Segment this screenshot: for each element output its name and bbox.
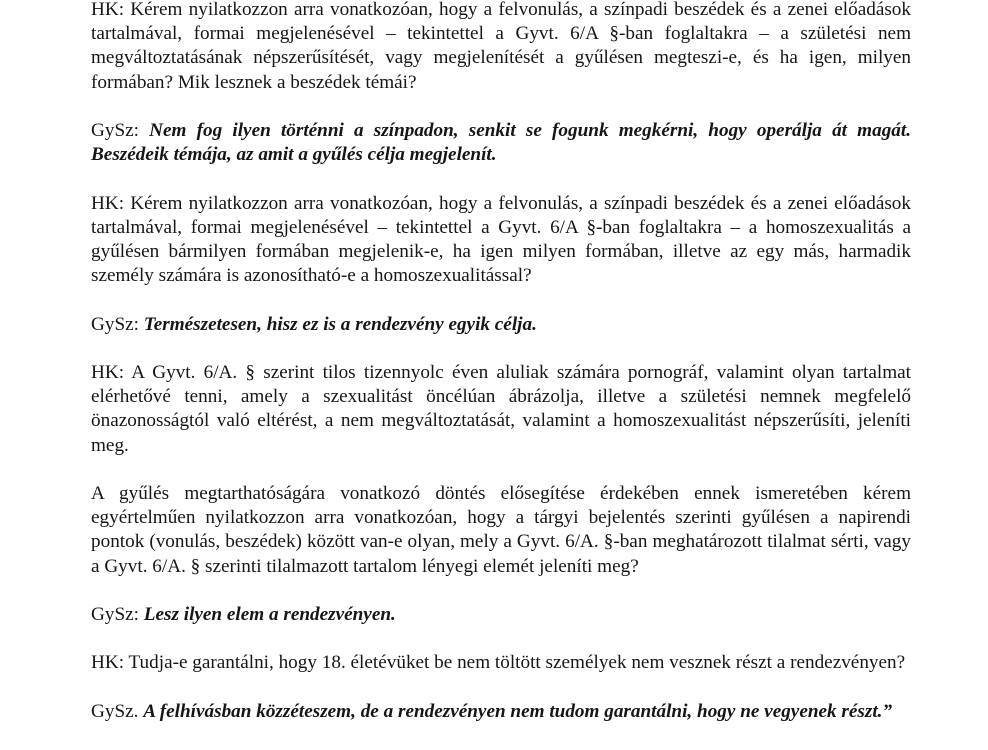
paragraph-hk-question-2 xyxy=(91,192,911,289)
paragraph-gysz-answer-1 xyxy=(91,119,911,167)
speaker-label: HK: xyxy=(91,192,125,214)
speaker-label: GySz: xyxy=(91,120,139,141)
speaker-label: HK: xyxy=(91,0,125,20)
speaker-label: GySz: xyxy=(91,313,139,335)
question-text: Kérem nyilatkozzon arra vonatkozóan, hogy a felvonulás, a színpadi beszédek és a zenei előadások tartalmával, formai megjelenésével – tekintettel a Gyvt. 6/A §-ban foglaltakra – a születési nem megváltoztatásának népszerűsítését, vagy megjelenítését a gyűlésen megteszi-e, és ha igen, milyen formában? Mik lesznek a beszédek témái? xyxy=(91,0,911,93)
paragraph-gysz-answer-4 xyxy=(91,700,911,724)
speaker-label: GySz: xyxy=(91,603,139,625)
paragraph-hk-question-1 xyxy=(91,0,911,95)
speaker-label: HK: xyxy=(91,361,125,383)
answer-text: A felhívásban közzéteszem, de a rendezvényen nem tudom garantálni, hogy ne vegyenek részt.” xyxy=(143,700,893,722)
request-text: A gyűlés megtarthatóságára vonatkozó döntés elősegítése érdekében ennek ismeretében kérem egyértelműen nyilatkozzon arra vonatkozóan, hogy a tárgyi bejelentés szerinti gyűlésen a napirendi pontok (vonulás, beszédek) között van-e olyan, mely a Gyvt. 6/A. §-ban meghatározott tilalmat sérti, vagy a Gyvt. 6/A. § szerinti tilalmazott tartalom lényegi elemét jeleníti meg? xyxy=(91,482,911,577)
paragraph-hk-question-3 xyxy=(91,651,911,675)
answer-text: Nem fog ilyen történni a színpadon, senkit se fogunk megkérni, hogy operálja át magát. Beszédeik témája, az amit a gyűlés célja megjelenít. xyxy=(91,120,912,166)
answer-text: Lesz ilyen elem a rendezvényen. xyxy=(143,603,396,625)
question-text: Tudja-e garantálni, hogy 18. életévüket be nem töltött személyek nem vesznek részt a rendezvényen? xyxy=(128,652,906,674)
paragraph-gysz-answer-3 xyxy=(91,603,911,627)
statement-text: A Gyvt. 6/A. § szerint tilos tizennyolc éven aluliak számára pornográf, valamint olyan tartalmat elérhetővé tenni, amely a szexualitást öncélúan ábrázolja, illetve a születési nemnek megfelelő önazonosságtól való eltérést, a nem megváltoztatását, valamint a homoszexualitást népszerűsíti, jeleníti meg. xyxy=(91,361,911,456)
answer-text: Természetesen, hisz ez is a rendezvény egyik célja. xyxy=(143,313,537,335)
speaker-label: HK: xyxy=(91,652,125,674)
speaker-label: GySz. xyxy=(91,700,139,722)
paragraph-gysz-answer-2 xyxy=(91,313,911,337)
question-text: Kérem nyilatkozzon arra vonatkozóan, hogy a felvonulás, a színpadi beszédek és a zenei előadások tartalmával, formai megjelenésével – tekintettel a Gyvt. 6/A §-ban foglaltakra – a homoszexualitás a gyűlésen bármilyen formában megjelenik-e, ha igen milyen formában, illetve az egy más, harmadik személy számára is azonosítható-e a homoszexualitással? xyxy=(91,192,911,287)
document-page xyxy=(91,0,911,748)
paragraph-hk-statement xyxy=(91,361,911,458)
paragraph-hk-request xyxy=(91,482,911,579)
